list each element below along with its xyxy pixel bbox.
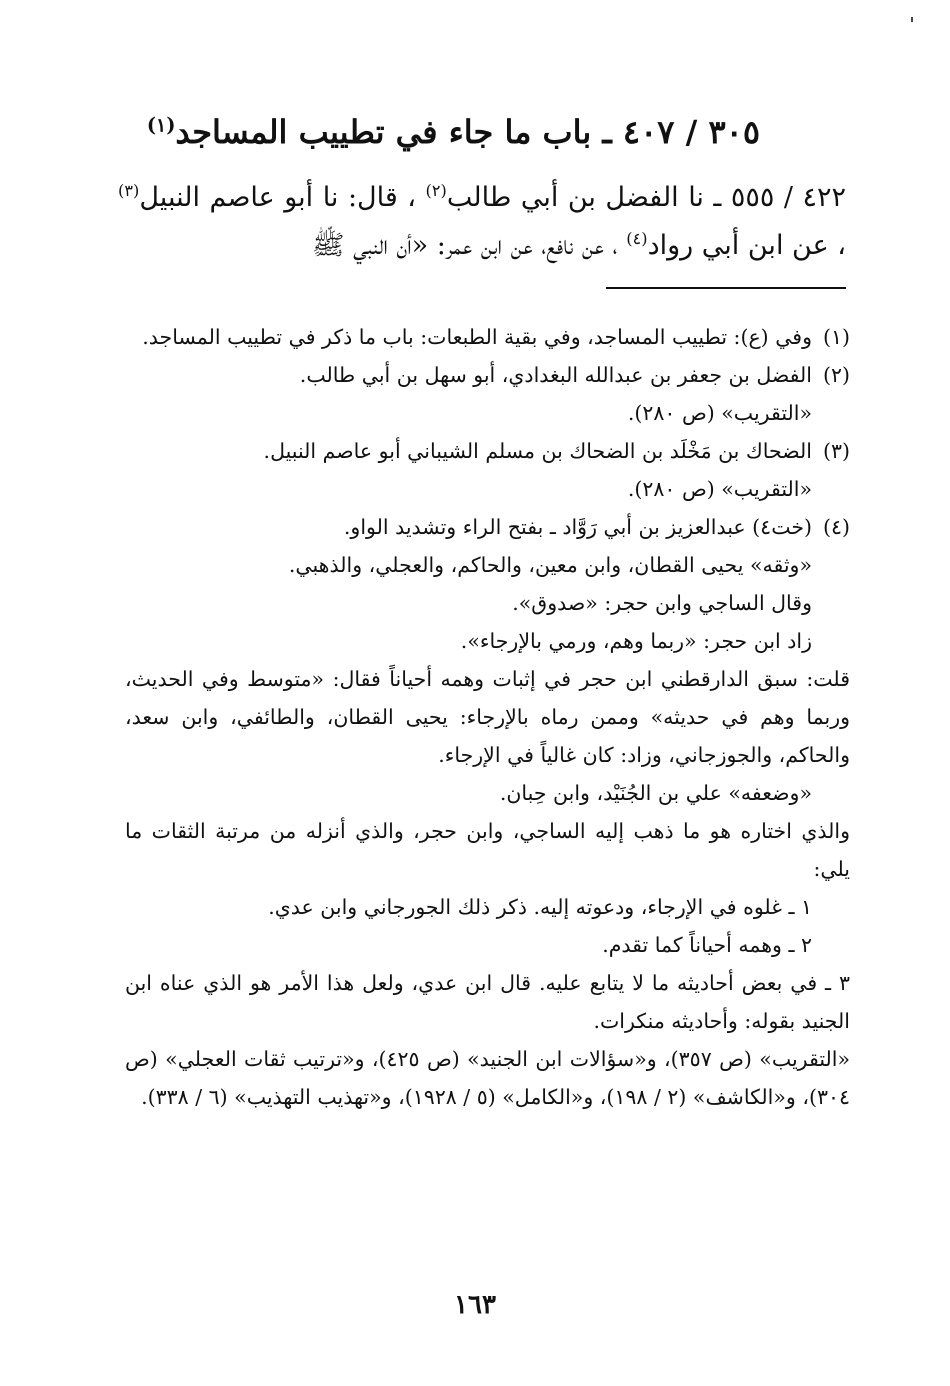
footnote-paragraph: «وضعفه» علي بن الجُنَيْد، وابن حِبان. [499,781,812,805]
footnote-paragraph: والذي اختاره هو ما ذهب إليه الساجي، وابن حجر، والذي أنزله من مرتبة الثقات ما يلي: [125,819,850,881]
chapter-title [120,110,760,154]
chapter-footnote-ref: (١) [146,113,176,137]
footnote-line: (خت٤) عبدالعزيز بن أبي رَوَّاد ـ بفتح الراء وتشديد الواو. [343,515,812,539]
hadith-paragraph [118,174,846,270]
scan-speck [911,17,913,22]
footnote-ref-4: (٤) [626,229,648,248]
hadith-isnad-1: ٤٢٢ / ٥٥٥ ـ نا الفضل بن أبي طالب [446,182,846,213]
footnote-ref-2: (٢) [425,181,447,200]
footnote-list-item: ٣ ـ في بعض أحاديثه ما لا يتابع عليه. قال ابن عدي، ولعل هذا الأمر هو الذي عناه ابن الجنيد بقوله: وأحاديثه منكرات. [125,971,850,1033]
footnote-4-discussion [125,660,850,1116]
footnote-line: وفي (ع): تطييب المساجد، وفي بقية الطبعات: باب ما ذكر في تطييب المساجد. [142,325,812,349]
footnote-number: (٣) [822,439,850,463]
footnote-paragraph: قلت: سبق الدارقطني ابن حجر في إثبات وهمه أحياناً فقال: «متوسط وفي الحديث، وربما وهم في حديثه» وممن رماه بالإرجاء: يحيى القطان، والطائفي، وابن سعد، والحاكم، والجوزجاني، وزاد: كان غالياً في الإرجاء. [125,667,850,767]
footnote-1 [125,318,850,356]
footnote-separator [606,287,846,289]
footnote-line: زاد ابن حجر: «ربما وهم، ورمي بالإرجاء». [460,629,812,653]
footnote-ref-3: (٣) [118,181,140,200]
hadith-matn-start: ، عن نافع، عن ابن عمر: «أن النبي ﷺ [311,230,627,261]
footnote-number: (٢) [822,363,850,387]
hadith-isnad-3: ، عن ابن أبي رواد [647,230,846,261]
footnote-list-item: ١ ـ غلوه في الإرجاء، ودعوته إليه. ذكر ذلك الجورجاني وابن عدي. [268,895,812,919]
footnote-source: «التقريب» (ص ٢٨٠). [627,477,812,501]
footnote-line: الضحاك بن مَخْلَد بن الضحاك بن مسلم الشيباني أبو عاصم النبيل. [263,439,812,463]
footnote-line: وقال الساجي وابن حجر: «صدوق». [512,591,812,615]
footnote-list-item: ٢ ـ وهمه أحياناً كما تقدم. [602,933,812,957]
footnote-number: (٤) [822,515,850,539]
footnotes [125,318,850,1116]
footnote-3 [125,432,850,508]
footnote-line: الفضل بن جعفر بن عبدالله البغدادي، أبو سهل بن أبي طالب. [299,363,812,387]
footnote-2 [125,356,850,432]
footnote-source: «التقريب» (ص ٢٨٠). [627,401,812,425]
footnote-4 [125,508,850,1116]
hadith-text [118,174,846,270]
footnote-line: «وثقه» يحيى القطان، وابن معين، والحاكم، والعجلي، والذهبي. [288,553,812,577]
footnote-number: (١) [822,325,850,349]
page-number: ١٦٣ [454,1290,496,1320]
chapter-title-text: ٣٠٥ / ٤٠٧ ـ باب ما جاء في تطييب المساجد [175,113,760,151]
hadith-isnad-2: ، قال: نا أبو عاصم النبيل [139,182,426,213]
footnote-references: «التقريب» (ص ٣٥٧)، و«سؤالات ابن الجنيد» (ص ٤٢٥)، و«ترتيب ثقات العجلي» (ص ٣٠٤)، و«الكاشف» (٢ / ١٩٨)، و«الكامل» (٥ / ١٩٢٨)، و«تهذيب التهذيب» (٦ / ٣٣٨). [125,1047,851,1109]
